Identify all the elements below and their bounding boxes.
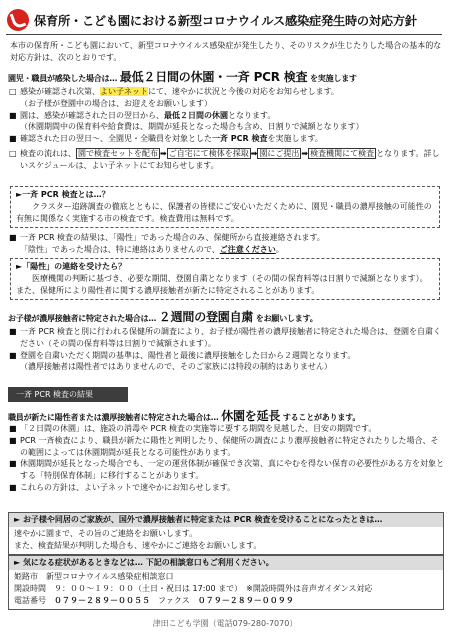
page-title: 保育所・こども園における新型コロナウイルス感染症発生時の対応方針 <box>34 14 417 28</box>
list-item: ■ 園は、感染が確認された日の翌日から、最低２日間の休園となります。 （休園期間中の保育料や給食費は、期間が延長となった場合も含め、日割りで減額となります） <box>9 110 364 132</box>
note-box-pcr <box>10 186 440 228</box>
list-item: ■ 休園期間が延長となった場合でも、一定の運営体制が確保でき次第、真にやむを得ない保育の必要性がある方を対象とする「特別保育体制」に移行することがあります。 <box>9 459 444 481</box>
section1-heading <box>8 68 357 85</box>
bullet-icon: ■ <box>9 482 17 492</box>
notice-box-header: ► 気になる症状があるときなどは… 下記の相談窓口もご利用ください。 <box>9 556 443 570</box>
section3-tail: することがあります。 <box>282 413 361 422</box>
section3-list <box>8 423 444 494</box>
bullet-icon: ■ <box>9 424 17 433</box>
bullet-icon: ■ <box>9 110 17 120</box>
flow-step-3: 園にご提出 <box>259 148 300 158</box>
section1-tail: を実施します <box>310 74 357 83</box>
list-item: ■ PCR 一斉検査により、職員が新たに陽性と判明したり、保健所の調査により濃厚接触者に特定されたりした場合、その範囲によっては休園期間が延長となる可能性があります。 <box>9 435 439 457</box>
bullet-icon: ■ <box>9 350 17 360</box>
note-title: ►一斉 PCR 検査とは…？ <box>16 190 110 199</box>
section1-list <box>8 86 444 172</box>
section1-list-2 <box>8 232 444 256</box>
notice-box-body <box>9 570 443 609</box>
section2-headline: ２週間の登園自粛 <box>158 310 254 324</box>
consultation-hours: 開設時間 ９：００～１９：００（土日・祝日は 17:00 まで） ※開設時間外は音声ガイダンス対応 <box>14 584 373 593</box>
notice-box-header: ► お子様や同居のご家族が、国外で濃厚接触者に特定または PCR 検査を受けることになったときは… <box>9 513 443 527</box>
pcr-result-banner: 一斉 PCR 検査の結果 <box>8 387 128 402</box>
section2-lead: お子様が濃厚接触者に特定された場合は… <box>8 314 157 323</box>
note-body: クラスター追跡調査の徹底とともに、保護者の皆様にご安心いただくために、園児・職員の濃厚接触の可能性の有無に関係なく実施する市の検査です。検査費用は無料です。 <box>16 202 432 223</box>
arrow-right-icon: ➡ <box>250 148 258 158</box>
section1-lead: 園児・職員が感染した場合は… <box>8 74 118 83</box>
checkbox-bullet-icon: □ <box>9 148 17 158</box>
flow-step-4: 検査機関にて検査 <box>310 148 375 158</box>
section3-lead: 職員が新たに陽性者または濃厚接触者に特定された場合は… <box>8 413 219 422</box>
list-item: ■ 一斉 PCR 検査と別に行われる保健所の調査により、お子様が陽性者の濃厚接触者に特定された場合は、登園を自粛ください（その間の保育料等は日割りで減額されます）。 <box>9 327 442 348</box>
section3-headline: 休園を延長 <box>221 409 281 423</box>
list-item: ■ 一斉 PCR 検査の結果は、「陽性」であった場合のみ、保健所から直接連絡されます。 「陰性」であった場合は、特に連絡はありませんので、ご注意ください。 <box>9 233 325 254</box>
note-title: ►「陽性」の連絡を受けたら？ <box>16 262 127 271</box>
document-header <box>6 8 442 35</box>
bullet-icon: ■ <box>9 233 17 242</box>
list-item: ■ 登園を自粛いただく期間の基準は、陽性者と最後に濃厚接触をした日から２週間となります。 （濃厚接触者は陽性者ではありませんので、そのご家族には特段の制約はありません） <box>9 350 356 372</box>
list-item: ■ 「２日間の休園」は、施設の消毒や PCR 検査の実施等に要する期間を見越した、目安の期間です。 <box>9 424 377 433</box>
intro-paragraph: 本市の保育所・こども園において、新型コロナウイルス感染症が発生したり、そのリスクが生じたりした場合の基本的な対応方針は、次のとおりです。 <box>10 41 442 62</box>
notice-box-overseas <box>8 512 444 555</box>
notice-box-body: 速やかに園まで、その旨のご連絡をお願いします。 また、検査結果が判明した場合も、速やかにご連絡をお願いします。 <box>14 529 262 550</box>
list-item-flow: □ 検査の流れは、 園で検査セットを配布 ➡ ご自宅にて検体を採取 ➡ 園にご提出 ➡ 検査機関にて検査 となります。詳しいスケジュールは、よい子ネットにてお知らせします。 <box>9 148 440 170</box>
notice-box-consultation <box>8 555 444 610</box>
section1-headline: 最低２日間の休園・一斉 PCR 検査 <box>119 70 308 84</box>
bullet-icon: ■ <box>9 327 17 336</box>
section3-heading <box>8 407 360 424</box>
section2-heading <box>8 308 318 325</box>
list-item: ■ 確認された日の翌日～、全園児・全職員を対象とした一斉 PCR 検査を実施します。 <box>9 134 323 144</box>
flow-step-2: ご自宅にて検体を採取 <box>168 148 249 158</box>
note-box-positive <box>10 258 440 300</box>
arrow-right-icon: ➡ <box>160 148 167 158</box>
list-item: □ 感染が確認され次第、よい子ネットにて、速やかに状況と今後の対応をお知らせします。 （お子様が登園中の場合は、お迎えをお願いします） <box>9 87 339 108</box>
highlight-text: よい子ネット <box>100 87 148 96</box>
footer-contact: 津田こども学園（電話079-280-7070） <box>152 619 298 628</box>
bullet-icon: ■ <box>9 435 17 445</box>
bullet-icon: ■ <box>9 134 17 144</box>
list-item: ■ これらの方針は、よい子ネットで速やかにお知らせします。 <box>9 482 236 492</box>
arrow-right-icon: ➡ <box>301 148 309 158</box>
bullet-icon: ■ <box>9 459 17 469</box>
note-body: 医療機関の判断に基づき、必要な期間、登園自粛となります（その間の保育料等は日割りで減額となります）。また、保健所により陽性者に関する濃厚接触者が新たに特定されることがあります。 <box>16 274 428 295</box>
checkbox-bullet-icon: □ <box>9 87 17 96</box>
section2-list <box>8 326 444 373</box>
consultation-phone: 電話番号 ０７９－２８９－００５５ ファクス ０７９－２８９－００９９ <box>14 596 294 605</box>
flow-step-1: 園で検査セットを配布 <box>78 148 158 158</box>
consultation-org: 姫路市 新型コロナウイルス感染症相談窓口 <box>14 572 174 581</box>
city-logo-icon <box>7 9 29 31</box>
section2-tail: をお願いします。 <box>255 314 318 323</box>
